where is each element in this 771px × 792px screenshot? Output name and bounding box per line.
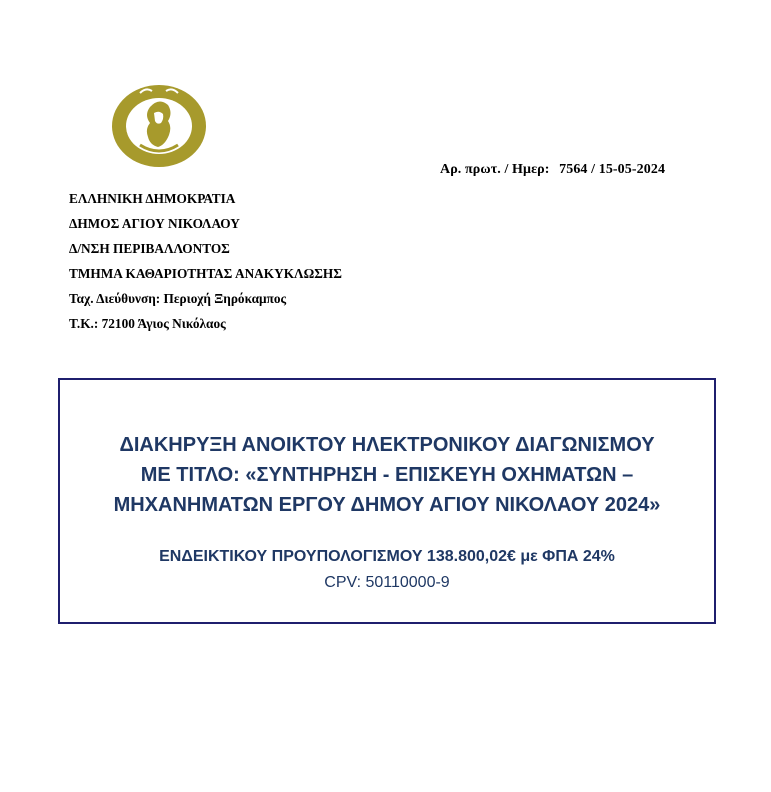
sender-line: ΕΛΛΗΝΙΚΗ ΔΗΜΟΚΡΑΤΙΑ xyxy=(69,191,236,206)
sender-line: Δ/ΝΣΗ ΠΕΡΙΒΑΛΛΟΝΤΟΣ xyxy=(69,241,230,256)
tender-title-box xyxy=(58,378,716,624)
tender-title-line: ΜΗΧΑΝΗΜΑΤΩΝ ΕΡΓΟΥ ΔΗΜΟΥ ΑΓΙΟΥ ΝΙΚΟΛΑΟΥ 2024» xyxy=(113,494,661,516)
tender-title-line: ΔΙΑΚΗΡΥΞΗ ΑΝΟΙΚΤΟΥ ΗΛΕΚΤΡΟΝΙΚΟΥ ΔΙΑΓΩΝΙΣΜΟΥ xyxy=(119,434,655,456)
tender-title-line: ΜΕ ΤΙΤΛΟ: «ΣΥΝΤΗΡΗΣΗ - ΕΠΙΣΚΕΥΗ ΟΧΗΜΑΤΩΝ – xyxy=(140,464,634,486)
sender-line: ΤΜΗΜΑ ΚΑΘΑΡΙΟΤΗΤΑΣ ΑΝΑΚΥΚΛΩΣΗΣ xyxy=(69,266,342,281)
sender-block xyxy=(69,186,342,336)
cpv-code: CPV: 50110000-9 xyxy=(324,574,450,591)
protocol-value: 7564 / 15-05-2024 xyxy=(559,162,666,177)
budget-line: ΕΝΔΕΙΚΤΙΚΟΥ ΠΡΟΥΠΟΛΟΓΙΣΜΟΥ 138.800,02€ με ΦΠΑ 24% xyxy=(159,548,615,565)
municipal-seal-logo xyxy=(110,83,208,169)
protocol-label: Αρ. πρωτ. / Ημερ: xyxy=(440,162,550,177)
sender-line: Τ.Κ.: 72100 Άγιος Νικόλαος xyxy=(69,316,226,331)
protocol-number xyxy=(440,162,665,178)
tender-title xyxy=(60,430,714,520)
sender-line: ΔΗΜΟΣ ΑΓΙΟΥ ΝΙΚΟΛΑΟΥ xyxy=(69,216,240,231)
sender-line: Ταχ. Διεύθυνση: Περιοχή Ξηρόκαμπος xyxy=(69,291,287,306)
